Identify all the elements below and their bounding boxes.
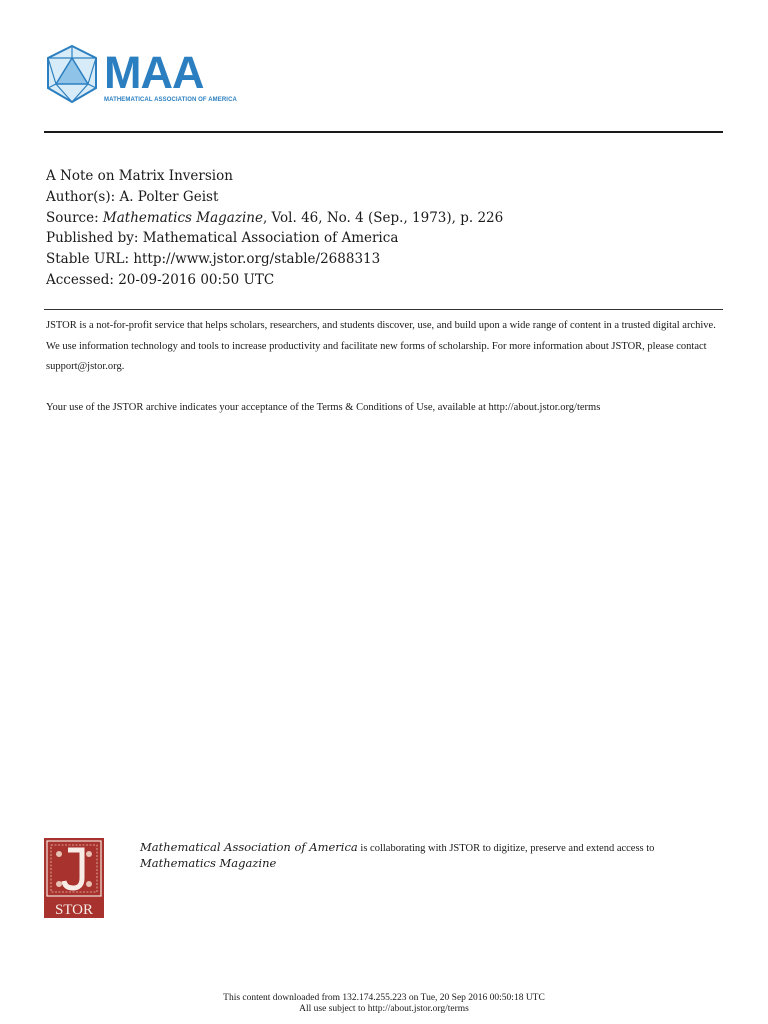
publisher-line bbox=[46, 228, 503, 249]
icosahedron-icon bbox=[44, 44, 100, 104]
accessed-line bbox=[46, 270, 503, 291]
metadata-divider bbox=[44, 309, 723, 310]
header-divider bbox=[44, 131, 723, 133]
authors-line bbox=[46, 187, 503, 208]
jstor-description: JSTOR is a not-for-profit service that helps scholars, researchers, and students discover, use, and build upon a wide range of content in a trusted digital archive. We use information technology and tools to increase productivity and facilitate new forms of scholarship. For more information about JSTOR, please contact support@jstor.org. bbox=[46, 320, 716, 372]
publisher-value[interactable]: Mathematical Association of America bbox=[142, 230, 399, 247]
jstor-emblem-icon bbox=[44, 838, 104, 918]
terms-notice: Your use of the JSTOR archive indicates your acceptance of the Terms & Conditions of Use, available at http://about.jstor.org/terms bbox=[46, 401, 601, 413]
stable-url-label: Stable URL: bbox=[46, 251, 134, 268]
collab-text: is collaborating with JSTOR to digitize, preserve and extend access to bbox=[357, 843, 655, 854]
publisher-label: Published by: bbox=[46, 230, 143, 247]
maa-wordmark: MAA bbox=[104, 47, 204, 98]
collab-journal: Mathematics Magazine bbox=[140, 856, 277, 870]
source-line bbox=[46, 208, 503, 229]
authors-value: A. Polter Geist bbox=[119, 188, 219, 205]
jstor-notice bbox=[46, 316, 726, 418]
source-details: , Vol. 46, No. 4 (Sep., 1973), p. 226 bbox=[262, 209, 504, 226]
article-title: A Note on Matrix Inversion bbox=[46, 168, 233, 184]
collaboration-statement bbox=[140, 840, 730, 872]
source-journal[interactable]: Mathematics Magazine bbox=[102, 209, 263, 226]
source-label: Source: bbox=[46, 209, 103, 226]
maa-logo bbox=[44, 44, 237, 108]
article-metadata bbox=[46, 166, 503, 291]
footer-download-info: This content downloaded from 132.174.255.223 on Tue, 20 Sep 2016 00:50:18 UTC bbox=[223, 993, 545, 1003]
accessed-label: Accessed: bbox=[46, 271, 119, 288]
stable-url-link[interactable]: http://www.jstor.org/stable/2688313 bbox=[133, 251, 381, 268]
collab-publisher: Mathematical Association of America bbox=[140, 840, 358, 854]
jstor-logo bbox=[44, 838, 104, 918]
jstor-logo-text: STOR bbox=[54, 902, 94, 918]
footer-terms: All use subject to http://about.jstor.org/terms bbox=[299, 1004, 469, 1014]
stable-url-line bbox=[46, 249, 503, 270]
authors-label: Author(s): bbox=[46, 188, 120, 205]
download-footer bbox=[0, 993, 768, 1015]
maa-subtitle: MATHEMATICAL ASSOCIATION OF AMERICA bbox=[104, 97, 237, 103]
accessed-value: 20-09-2016 00:50 UTC bbox=[118, 271, 275, 288]
